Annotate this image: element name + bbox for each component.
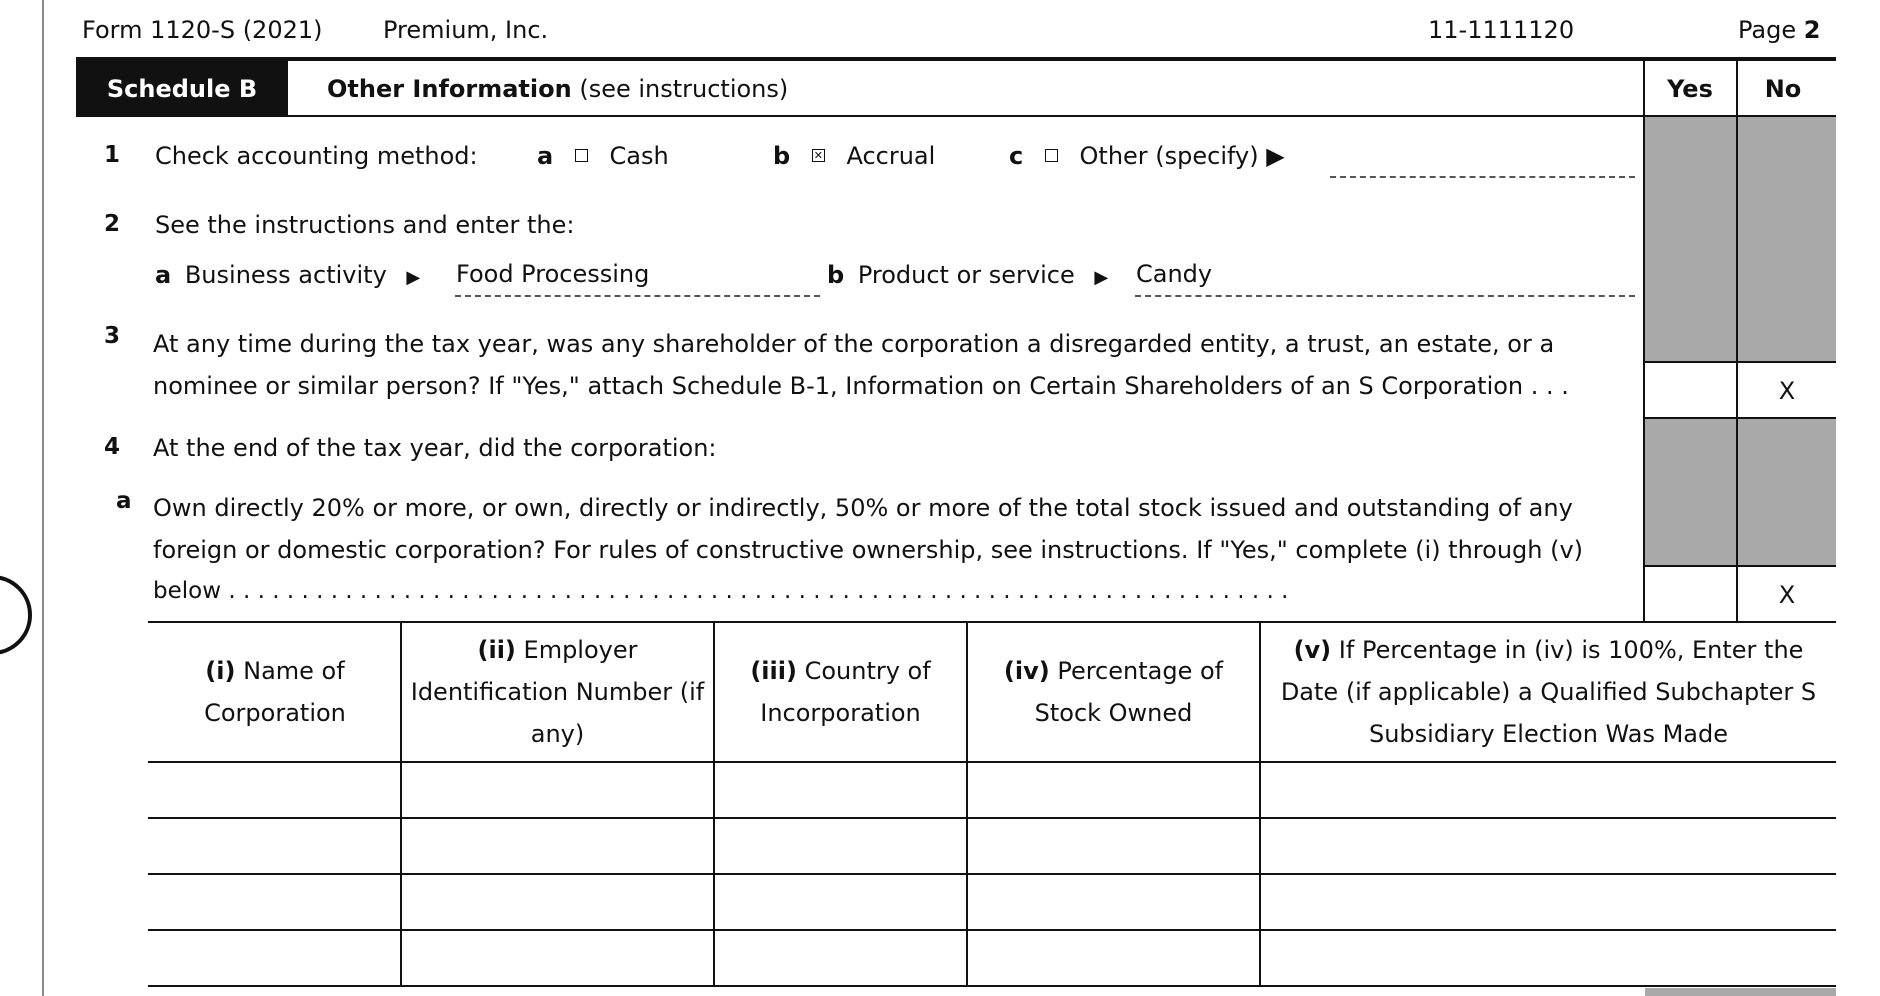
shaded-cell-q1-q2-yes [1645,117,1736,361]
q2-number: 2 [104,211,121,237]
q4a-no-answer[interactable]: X [1778,581,1796,609]
q1-option-other[interactable] [1009,142,1285,170]
q3-line1: At any time during the tax year, was any shareholder of the corporation a disregarded entity, a trust, an estate, or a [153,330,1555,358]
no-column-header: No [1764,75,1802,103]
shaded-cell-q1-q2-no [1738,117,1836,361]
business-activity-value[interactable]: Food Processing [456,260,650,288]
col4-label: Percentage of Stock Owned [1034,657,1224,727]
col4-num: (iv) [1003,657,1050,685]
column-header-qsub-date [1261,623,1836,761]
rule-q3-top [1643,361,1836,363]
q1-text: Check accounting method: [155,142,478,170]
q2b-text: Product or service [857,261,1075,289]
product-service-value[interactable]: Candy [1136,260,1213,288]
column-header-name [150,623,400,761]
header-bottom-rule [76,115,1836,117]
schedule-title [327,75,788,103]
page-number: 2 [1803,16,1821,44]
col2-label: Employer Identification Number (if any) [410,636,705,748]
q1-option-accrual[interactable] [773,142,935,170]
q1-c-letter: c [1009,142,1024,170]
col3-label: Country of Incorporation [760,657,931,727]
col5-num: (v) [1293,636,1332,664]
col5-label: If Percentage in (iv) is 100%, Enter the Date (if applicable) a Qualified Subchapter S Subsidiary Election Was Made [1280,636,1817,748]
q4a-line1: Own directly 20% or more, or own, directly or indirectly, 50% or more of the total stock issued and outstanding of any [153,494,1573,522]
column-header-country [715,623,966,761]
business-activity-field[interactable] [455,295,820,297]
col1-num: (i) [205,657,236,685]
q1-option-cash[interactable] [537,142,669,170]
accrual-label: Accrual [846,142,936,170]
q3-number: 3 [104,323,121,349]
q3-line2: nominee or similar person? If "Yes," attach Schedule B-1, Information on Certain Shareholders of an S Corporation . . . [153,372,1569,400]
rule-q4a-top [1643,565,1836,567]
cash-checkbox[interactable] [575,149,588,162]
col1-label: Name of Corporation [204,657,346,727]
schedule-tag: Schedule B [76,61,288,117]
shaded-cell-bottom [1645,988,1836,996]
page-label: Page [1738,16,1797,44]
q2b-letter: b [827,261,845,289]
shaded-cell-q4-yes [1645,419,1736,565]
q4a-letter: a [116,488,132,514]
form-number: Form 1120-S (2021) [82,16,323,44]
q1-b-letter: b [773,142,791,170]
column-header-percentage [968,623,1259,761]
cash-label: Cash [609,142,669,170]
q2a-arrow-icon: ▶ [406,267,421,288]
shaded-cell-q4-no [1738,419,1836,565]
col3-num: (iii) [750,657,797,685]
product-service-field[interactable] [1135,295,1635,297]
q4-number: 4 [104,434,121,460]
col2-num: (ii) [477,636,516,664]
q2a-letter: a [155,261,172,289]
other-checkbox[interactable] [1045,149,1058,162]
page-indicator [1738,16,1820,44]
ein: 11-1111120 [1428,16,1575,44]
q1-number: 1 [104,142,121,168]
q1-a-letter: a [537,142,554,170]
other-specify-field[interactable] [1330,176,1635,178]
yes-column-header: Yes [1667,75,1713,103]
accrual-checkbox[interactable]: ✕ [813,148,823,162]
q2a-text: Business activity [184,261,387,289]
schedule-title-bold: Other Information [327,75,572,103]
column-header-ein [402,623,713,761]
other-label: Other (specify) ▶ [1079,142,1285,170]
q4-text: At the end of the tax year, did the corporation: [153,434,717,462]
q4a-line2: foreign or domestic corporation? For rules of constructive ownership, see instructions. If "Yes," complete (i) through (v) [153,536,1584,564]
q2-text: See the instructions and enter the: [155,211,575,239]
q2b-arrow-icon: ▶ [1094,267,1109,288]
q3-no-answer[interactable]: X [1778,377,1796,405]
schedule-title-note: (see instructions) [579,75,789,103]
left-margin-line [42,0,44,996]
q2b-label [827,261,1108,289]
scroll-arc [0,575,32,655]
q4a-line3: below . . . . . . . . . . . . . . . . . . . . . . . . . . . . . . . . . . . . . . . . . . . . . . . . . . . . . . . . . . . . . . . . . . . . . . . . . [153,578,1289,604]
header-top-rule [76,57,1836,61]
q2a-label [155,261,420,289]
company-name: Premium, Inc. [383,16,549,44]
